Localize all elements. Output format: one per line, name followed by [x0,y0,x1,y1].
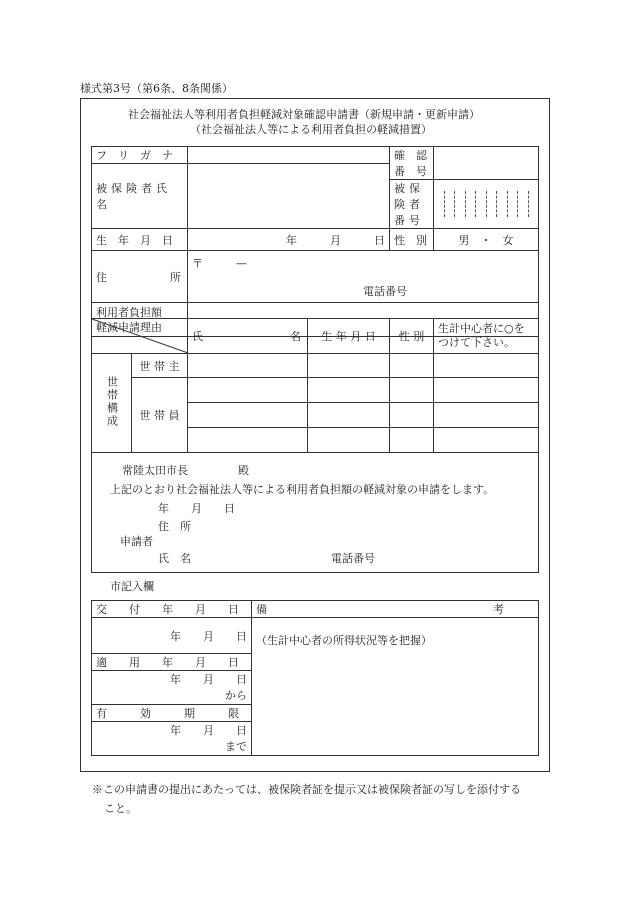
member2-center[interactable] [434,403,539,428]
member1-center[interactable] [434,378,539,403]
declaration-phone: 電話番号 [331,552,375,565]
footnote-cont: こと。 [104,802,137,815]
head-sex[interactable] [390,354,434,378]
head-label: 世 帯 主 [132,354,188,378]
form-number: 様式第3号（第6条、8条関係） [80,82,233,95]
diagonal-line [92,319,188,353]
footnote: ※この申請書の提出にあたっては、被保険者証を提示又は被保険者証の写しを添付する [92,783,521,796]
member3-name[interactable] [188,428,308,453]
birthdate-field[interactable]: 年 月 日 [188,229,390,251]
birthdate-label: 生 年 月 日 [92,229,188,251]
applicant-label: 申請者 [120,535,153,548]
head-name[interactable] [188,354,308,378]
col-sex-header: 性 別 [390,319,434,354]
col-center-header: 生計中心者に○を つけて下さい。 [434,319,539,354]
declaration-name: 氏 名 [158,552,191,565]
insured-name-field[interactable] [188,164,390,229]
apply-date[interactable]: 年 月 日 から [92,671,252,705]
postal-mark: 〒 — [192,257,247,270]
household-label: 世帯構成 [92,354,132,453]
honorific: 殿 [238,464,249,477]
applicant-table [91,146,539,337]
insured-no-label: 被保険者番号 [390,180,434,229]
member1-name[interactable] [188,378,308,403]
apply-label: 適 用 年 月 日 [92,654,252,671]
member-label: 世 帯 員 [132,378,188,453]
member2-birth[interactable] [308,403,390,428]
household-diagonal [92,319,188,354]
declaration-address: 住 所 [158,520,191,533]
valid-date[interactable]: 年 月 日 まで [92,722,252,756]
form-title: 社会福祉法人等利用者負担軽減対象確認申請書（新規申請・更新申請） [128,108,480,121]
confirm-no-field[interactable] [434,147,539,180]
insured-name-label: 被保険者氏名 [92,164,188,229]
member3-sex[interactable] [390,428,434,453]
address-phone-label: 電話番号 [363,285,407,298]
member1-birth[interactable] [308,378,390,403]
head-center[interactable] [434,354,539,378]
remarks-label: 備 考 [252,601,539,618]
head-birth[interactable] [308,354,390,378]
member2-sex[interactable] [390,403,434,428]
issue-date[interactable]: 年 月 日 [92,618,252,654]
sex-field[interactable]: 男 ・ 女 [434,229,539,251]
office-heading: 市記入欄 [110,580,154,593]
reason-label: 利用者負担額 軽減申請理由 [92,303,188,337]
declaration-date: 年 月 日 [158,502,235,515]
declaration-statement: 上記のとおり社会福祉法人等による利用者負担額の軽減対象の申請をします。 [110,483,495,496]
col-birth-header: 生 年 月 日 [308,319,390,354]
furigana-field[interactable] [188,147,390,164]
member1-sex[interactable] [390,378,434,403]
member3-center[interactable] [434,428,539,453]
col-name-header: 氏 名 [188,319,308,354]
form-subtitle: （社会福祉法人等による利用者負担の軽減措置） [190,123,432,136]
address-label: 住 所 [92,251,188,303]
sex-label: 性 別 [390,229,434,251]
addressee: 常陸太田市長 [122,464,188,477]
furigana-label: フ リ ガ ナ [92,147,188,164]
confirm-no-label: 確 認 番 号 [390,147,434,180]
insured-no-field[interactable] [434,180,539,229]
office-table [91,600,539,756]
member3-birth[interactable] [308,428,390,453]
issue-label: 交 付 年 月 日 [92,601,252,618]
address-field[interactable] [188,251,539,303]
valid-label: 有 効 期 限 [92,705,252,722]
remarks-field[interactable]: （生計中心者の所得状況等を把握） [252,618,539,756]
member2-name[interactable] [188,403,308,428]
household-table [91,318,539,573]
